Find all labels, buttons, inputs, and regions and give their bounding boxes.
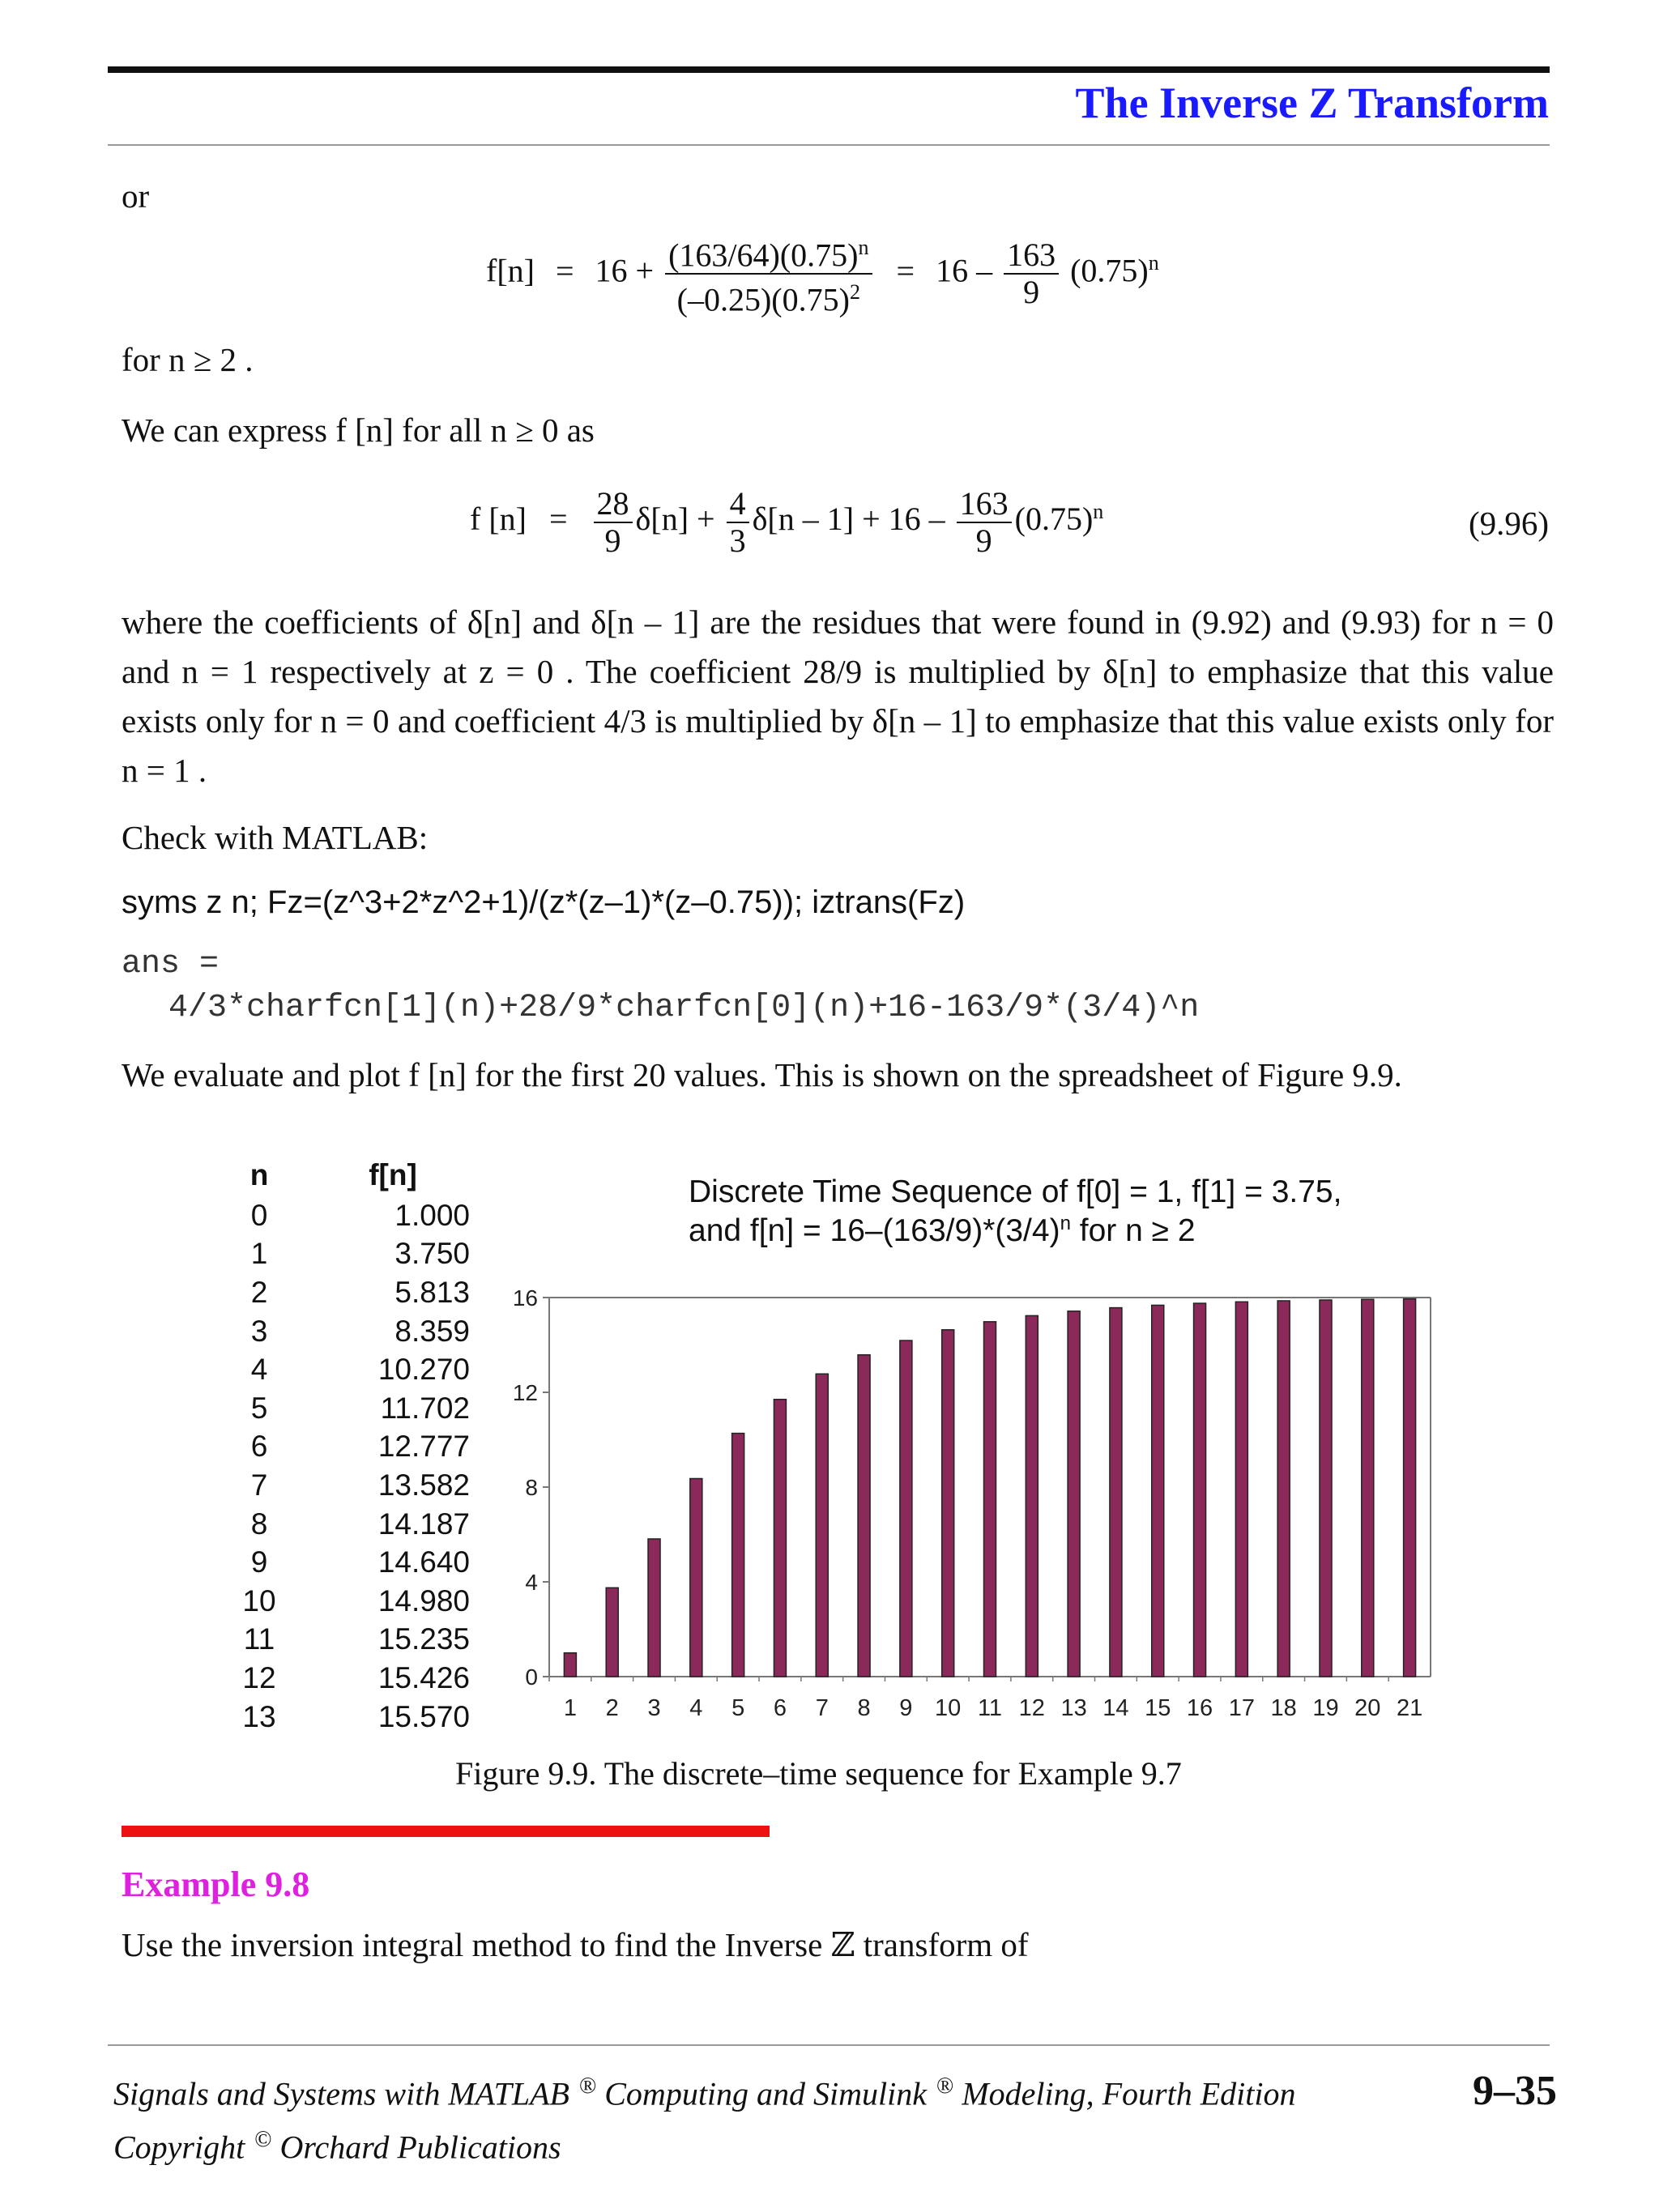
- table-cell-fn: 3.750: [394, 1237, 470, 1271]
- x-tick-label: 1: [563, 1695, 577, 1721]
- table-header-fn: f[n]: [369, 1158, 417, 1191]
- eq1-equals-2: =: [896, 252, 915, 289]
- bar: [564, 1653, 576, 1677]
- eq2-t2: δ[n – 1] + 16 –: [752, 501, 945, 538]
- table-cell-n: 6: [250, 1430, 268, 1464]
- x-tick-label: 11: [977, 1695, 1003, 1721]
- eq2-f2-num: 4: [727, 486, 749, 523]
- table-cell-n: 3: [250, 1314, 268, 1348]
- table-row: [235, 1273, 470, 1312]
- bar: [1404, 1299, 1416, 1677]
- eq1-fraction-2: [1004, 237, 1059, 310]
- bar: [942, 1330, 954, 1677]
- table-row: [235, 1505, 470, 1544]
- table-cell-n: 10: [242, 1583, 276, 1617]
- table-row: [235, 1312, 470, 1351]
- x-tick-label: 20: [1354, 1695, 1381, 1721]
- matlab-code: syms z n; Fz=(z^3+2*z^2+1)/(z*(z–1)*(z–0.75)); iztrans(Fz): [122, 884, 966, 920]
- table-row: [235, 1196, 470, 1235]
- x-tick-label: 13: [1060, 1695, 1087, 1721]
- eq1-equals: =: [555, 252, 574, 289]
- text-for-n-ge-2: for n ≥ 2 .: [122, 341, 254, 378]
- footer-reg-2: ®: [936, 2073, 954, 2099]
- table-cell-n: 12: [242, 1660, 276, 1694]
- x-tick-label: 4: [689, 1695, 703, 1721]
- eq2-f2-den: 3: [729, 522, 746, 559]
- footer-rule: [108, 2044, 1550, 2046]
- eq2-frac-1: [594, 486, 633, 559]
- text-evaluate: We evaluate and plot f [n] for the first 20 values. This is shown on the spreadsheet of Figure 9.9.: [122, 1056, 1402, 1093]
- table-cell-fn: 11.702: [380, 1391, 470, 1425]
- x-tick-label: 7: [815, 1695, 829, 1721]
- eq2-f1-den: 9: [604, 522, 621, 559]
- table-row: [235, 1582, 470, 1621]
- matlab-ans-1: ans =: [122, 946, 220, 982]
- bar: [1320, 1300, 1332, 1677]
- equation-number: (9.96): [1468, 505, 1549, 542]
- table-cell-fn: 5.813: [394, 1275, 470, 1309]
- eq2-frac-3: [957, 486, 1012, 559]
- eq2-lhs: f [n]: [470, 501, 527, 538]
- table-cell-n: 13: [242, 1699, 276, 1733]
- table-cell-fn: 8.359: [394, 1314, 470, 1348]
- eq2-f3-num: 163: [957, 486, 1012, 523]
- table-cell-fn: 15.235: [377, 1622, 470, 1656]
- example-title: Example 9.8: [122, 1865, 310, 1904]
- text-check-matlab: Check with MATLAB:: [122, 819, 429, 856]
- table-header-n: n: [249, 1158, 269, 1191]
- table-cell-n: 8: [250, 1507, 268, 1541]
- bar: [984, 1322, 996, 1677]
- matlab-ans-2: 4/3*charfcn[1](n)+28/9*charfcn[0](n)+16-163/9*(3/4)^n: [168, 990, 1200, 1026]
- table-cell-fn: 15.570: [377, 1699, 470, 1733]
- table-cell-fn: 14.640: [377, 1545, 470, 1579]
- footer-reg-1: ®: [578, 2073, 597, 2099]
- x-tick-label: 17: [1228, 1695, 1255, 1721]
- table-row: [235, 1466, 470, 1505]
- eq1-lhs: f[n]: [486, 252, 535, 289]
- header-top-rule: [108, 66, 1550, 73]
- eq2-f1-num: 28: [594, 486, 633, 523]
- table-cell-fn: 15.426: [377, 1660, 470, 1694]
- spreadsheet-table: [235, 1158, 470, 1736]
- table-cell-fn: 13.582: [377, 1468, 470, 1502]
- x-tick-label: 5: [731, 1695, 745, 1721]
- table-cell-n: 4: [250, 1353, 268, 1387]
- chart-title-2b: for n ≥ 2: [1070, 1213, 1196, 1248]
- table-row: [235, 1235, 470, 1274]
- chart-title-2-sup: n: [1060, 1213, 1071, 1234]
- table-body: [235, 1196, 470, 1736]
- table-row: [235, 1428, 470, 1467]
- eq2-t1: δ[n] +: [635, 501, 715, 538]
- table-row: [235, 1543, 470, 1582]
- bar: [900, 1340, 912, 1677]
- table-cell-fn: 1.000: [394, 1198, 470, 1232]
- eq2-frac-2: [727, 486, 749, 559]
- bar: [774, 1400, 786, 1677]
- bar: [690, 1478, 702, 1677]
- x-tick-label: 10: [935, 1695, 962, 1721]
- eq2-tail: (0.75): [1014, 501, 1094, 538]
- bar: [1235, 1302, 1247, 1677]
- x-tick-label: 14: [1102, 1695, 1129, 1721]
- table-cell-n: 1: [250, 1237, 268, 1271]
- eq1-den: (–0.25)(0.75): [676, 281, 850, 318]
- table-cell-n: 2: [250, 1275, 268, 1309]
- bar: [858, 1355, 870, 1677]
- bar: [1362, 1299, 1374, 1677]
- footer-copyright: [113, 2127, 561, 2166]
- y-tick-label: 8: [525, 1475, 538, 1500]
- footer-copy-sign: ©: [254, 2127, 272, 2152]
- table-row: [235, 1659, 470, 1698]
- table-cell-n: 5: [250, 1391, 268, 1425]
- eq2-tail-sup: n: [1093, 499, 1104, 523]
- eq1-den-sup: 2: [849, 280, 860, 305]
- footer-title-a: Signals and Systems with MATLAB: [113, 2075, 569, 2112]
- eq2-f3-den: 9: [975, 522, 992, 559]
- x-tick-label: 3: [647, 1695, 661, 1721]
- x-tick-label: 2: [605, 1695, 619, 1721]
- chart-title-2a: and f[n] = 16–(163/9)*(3/4): [689, 1213, 1060, 1248]
- x-tick-label: 9: [899, 1695, 913, 1721]
- footer-copyright-a: Copyright: [113, 2129, 245, 2166]
- example-divider: [122, 1826, 770, 1837]
- table-row: [235, 1621, 470, 1660]
- eq1-a: 16 +: [595, 252, 655, 289]
- bar: [1026, 1315, 1038, 1677]
- bar-chart: [486, 1272, 1458, 1733]
- footer-copyright-b: Orchard Publications: [271, 2129, 561, 2166]
- running-title: The Inverse Z Transform: [1075, 79, 1549, 127]
- page-number: 9–35: [1473, 2068, 1557, 2114]
- eq1-num2: 163: [1004, 237, 1059, 275]
- bar: [1277, 1301, 1290, 1677]
- eq1-num: (163/64)(0.75): [668, 237, 859, 274]
- chart-title-1: Discrete Time Sequence of f[0] = 1, f[1] = 3.75,: [689, 1174, 1342, 1209]
- eq1-fraction: [665, 230, 872, 318]
- bar: [1068, 1311, 1080, 1677]
- table-cell-fn: 10.270: [377, 1353, 470, 1387]
- table-cell-n: 0: [250, 1198, 268, 1232]
- eq1-num-sup: n: [858, 236, 869, 259]
- table-header-row: [235, 1158, 470, 1196]
- table-cell-fn: 14.187: [377, 1507, 470, 1541]
- table-cell-fn: 12.777: [377, 1430, 470, 1464]
- table-row: [235, 1350, 470, 1389]
- example-text: Use the inversion integral method to find the Inverse ℤ transform of: [122, 1926, 1029, 1963]
- header-bottom-rule: [108, 144, 1550, 146]
- x-tick-label: 18: [1270, 1695, 1297, 1721]
- footer-book-title: [113, 2073, 1296, 2112]
- figure-caption: Figure 9.9. The discrete–time sequence for Example 9.7: [455, 1755, 1182, 1792]
- bar: [1152, 1305, 1164, 1677]
- table-row: [235, 1698, 470, 1737]
- eq2-equals: =: [548, 501, 568, 538]
- y-tick-label: 0: [525, 1664, 538, 1690]
- text-express: We can express f [n] for all n ≥ 0 as: [122, 411, 595, 449]
- table-cell-fn: 14.980: [377, 1583, 470, 1617]
- table-cell-n: 9: [250, 1545, 268, 1579]
- bar: [816, 1374, 828, 1677]
- x-tick-label: 19: [1312, 1695, 1339, 1721]
- y-tick-label: 4: [525, 1570, 538, 1595]
- bar: [648, 1539, 660, 1677]
- x-tick-label: 16: [1186, 1695, 1213, 1721]
- where-paragraph: where the coefficients of δ[n] and δ[n – 1] are the residues that were found in (9.92) and (9.93) for n = 0 and n = 1 respectively at z = 0 . The coefficient 28/9 is multiplied by δ[n] to emphasize that this value exists only for n = 0 and coefficient 4/3 is multiplied by δ[n – 1] to emphasize that this value exists only for n = 1 .: [122, 603, 1554, 789]
- x-tick-label: 6: [773, 1695, 787, 1721]
- text-or: or: [122, 177, 150, 215]
- chart-title-2: [689, 1213, 1196, 1249]
- x-tick-label: 15: [1145, 1695, 1171, 1721]
- footer-title-c: Modeling, Fourth Edition: [953, 2075, 1296, 2112]
- eq1-tail-sup: n: [1148, 251, 1159, 275]
- eq1-den2: 9: [1023, 274, 1040, 311]
- bar: [606, 1588, 618, 1677]
- table-cell-n: 11: [243, 1622, 275, 1656]
- table-row: [235, 1389, 470, 1428]
- equation-2: [470, 486, 1103, 559]
- bar: [1110, 1308, 1122, 1677]
- y-tick-label: 16: [512, 1285, 538, 1311]
- eq1-tail: (0.75): [1070, 252, 1149, 289]
- bar: [732, 1434, 744, 1677]
- equation-1: [486, 230, 1159, 318]
- x-tick-label: 8: [857, 1695, 871, 1721]
- eq1-b: 16 –: [936, 252, 993, 289]
- footer-title-b: Computing and Simulink: [596, 2075, 928, 2112]
- bar: [1194, 1303, 1206, 1677]
- x-tick-label: 21: [1396, 1695, 1423, 1721]
- y-tick-label: 12: [512, 1380, 538, 1405]
- table-cell-n: 7: [250, 1468, 268, 1502]
- x-tick-label: 12: [1018, 1695, 1045, 1721]
